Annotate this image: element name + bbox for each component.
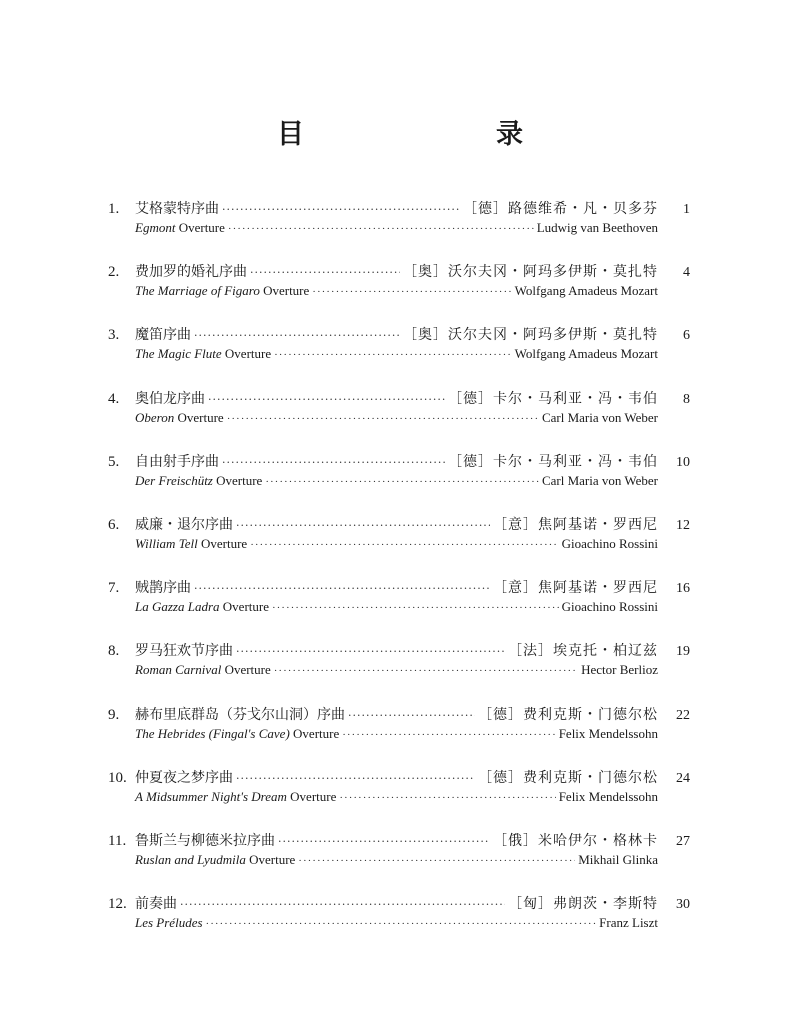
toc-entry-10[interactable]: [108, 767, 690, 830]
leader-dots: [298, 855, 575, 867]
leader-dots: [274, 665, 578, 677]
leader-dots: [194, 582, 490, 595]
leader-dots: [342, 729, 555, 741]
leader-dots: [236, 519, 490, 532]
leader-dots: [222, 456, 445, 469]
chinese-title: 仲夏夜之梦序曲: [135, 769, 233, 786]
english-title: The Marriage of Figaro Overture: [135, 283, 310, 299]
chinese-title: 艾格蒙特序曲: [135, 201, 219, 217]
leader-dots: [236, 645, 505, 658]
entry-number: 9.: [108, 706, 120, 723]
leader-dots: [274, 349, 512, 361]
page-number[interactable]: 6: [683, 328, 690, 344]
chinese-title: 自由射手序曲: [135, 453, 219, 470]
composer-chinese: ［德］路德维希・凡・贝多芬: [463, 201, 658, 217]
toc-entry-1[interactable]: [108, 198, 690, 261]
chinese-title: 赫布里底群岛（芬戈尔山洞）序曲: [135, 706, 345, 723]
toc-entry-5[interactable]: [108, 451, 690, 514]
composer-chinese: ［德］费利克斯・门德尔松: [478, 706, 658, 723]
toc-entry-8[interactable]: [108, 640, 690, 703]
composer-english: Carl Maria von Weber: [541, 409, 658, 425]
leader-dots: [208, 393, 445, 406]
composer-english: Felix Mendelssohn: [558, 725, 658, 741]
page-number[interactable]: 10: [676, 454, 690, 470]
chinese-title: 贼鹊序曲: [135, 580, 191, 597]
chinese-title: 罗马狂欢节序曲: [135, 643, 233, 660]
chinese-title: 费加罗的婚礼序曲: [135, 264, 247, 281]
english-title: A Midsummer Night's Dream Overture: [135, 788, 337, 804]
chinese-title: 前奏曲: [135, 896, 177, 913]
composer-english: Mikhail Glinka: [578, 851, 658, 867]
leader-dots: [236, 772, 475, 785]
leader-dots: [278, 835, 490, 848]
entry-number: 5.: [108, 453, 120, 470]
page-title: 目 录: [277, 119, 569, 150]
chinese-title: 威廉・退尔序曲: [135, 516, 233, 533]
composer-chinese: ［俄］米哈伊尔・格林卡: [493, 832, 658, 849]
composer-english: Hector Berlioz: [581, 662, 658, 678]
leader-dots: [228, 223, 534, 235]
leader-dots: [272, 602, 559, 614]
leader-dots: [222, 203, 460, 216]
page-number[interactable]: 27: [676, 833, 690, 849]
page-number[interactable]: 22: [676, 707, 690, 723]
english-title: La Gazza Ladra Overture: [135, 599, 269, 615]
page-number[interactable]: 24: [676, 770, 690, 786]
english-title: Ruslan and Lyudmila Overture: [135, 851, 296, 867]
leader-dots: [194, 329, 400, 342]
composer-chinese: ［意］焦阿基诺・罗西尼: [493, 516, 658, 533]
leader-dots: [312, 286, 511, 298]
composer-english: Felix Mendelssohn: [558, 788, 658, 804]
leader-dots: [339, 792, 555, 804]
page-number[interactable]: 16: [676, 581, 690, 597]
composer-chinese: ［德］卡尔・马利亚・冯・韦伯: [448, 390, 658, 407]
english-title: Der Freischütz Overture: [135, 472, 263, 488]
leader-dots: [250, 266, 400, 279]
entry-number: 11.: [108, 832, 127, 849]
composer-chinese: ［法］埃克托・柏辽兹: [508, 643, 658, 660]
composer-chinese: ［意］焦阿基诺・罗西尼: [493, 580, 658, 597]
leader-dots: [180, 898, 505, 911]
leader-dots: [227, 413, 539, 425]
english-title: The Hebrides (Fingal's Cave) Overture: [135, 725, 340, 741]
leader-dots: [206, 918, 597, 930]
toc-entry-9[interactable]: [108, 704, 690, 767]
page-number[interactable]: 19: [676, 644, 690, 660]
composer-chinese: ［德］费利克斯・门德尔松: [478, 769, 658, 786]
page-number[interactable]: 8: [683, 391, 690, 407]
toc-entry-3[interactable]: [108, 324, 690, 387]
chinese-title: 魔笛序曲: [135, 327, 191, 344]
entry-number: 1.: [108, 201, 120, 217]
entry-number: 8.: [108, 643, 120, 660]
page-number[interactable]: 30: [676, 897, 690, 913]
page-number[interactable]: 1: [683, 202, 690, 217]
composer-chinese: ［奥］沃尔夫冈・阿玛多伊斯・莫扎特: [403, 327, 658, 344]
entry-number: 12.: [108, 896, 127, 913]
chinese-title: 鲁斯兰与柳德米拉序曲: [135, 832, 275, 849]
composer-chinese: ［奥］沃尔夫冈・阿玛多伊斯・莫扎特: [403, 264, 658, 281]
leader-dots: [250, 539, 558, 551]
toc-entry-12[interactable]: [108, 893, 690, 956]
page-number[interactable]: 4: [683, 265, 690, 281]
toc-entry-11[interactable]: [108, 830, 690, 893]
entry-number: 7.: [108, 580, 120, 597]
leader-dots: [265, 476, 539, 488]
composer-english: Ludwig van Beethoven: [536, 220, 658, 235]
chinese-title: 奥伯龙序曲: [135, 390, 205, 407]
entry-number: 6.: [108, 516, 120, 533]
table-of-contents: [108, 198, 690, 956]
entry-number: 4.: [108, 390, 120, 407]
english-title: William Tell Overture: [135, 535, 248, 551]
page-number[interactable]: 12: [676, 517, 690, 533]
composer-english: Gioachino Rossini: [561, 535, 658, 551]
english-title: Roman Carnival Overture: [135, 662, 271, 678]
toc-entry-6[interactable]: [108, 514, 690, 577]
entry-number: 3.: [108, 327, 120, 344]
composer-english: Gioachino Rossini: [561, 599, 658, 615]
english-title: Egmont Overture: [135, 220, 225, 235]
english-title: Les Préludes: [135, 915, 203, 931]
entry-number: 2.: [108, 264, 120, 281]
toc-entry-7[interactable]: [108, 577, 690, 640]
leader-dots: [348, 709, 475, 722]
composer-chinese: ［匈］弗朗茨・李斯特: [508, 896, 658, 913]
composer-chinese: ［德］卡尔・马利亚・冯・韦伯: [448, 453, 658, 470]
english-title: The Magic Flute Overture: [135, 346, 272, 362]
composer-english: Carl Maria von Weber: [541, 472, 658, 488]
toc-entry-4[interactable]: [108, 388, 690, 451]
toc-entry-2[interactable]: [108, 261, 690, 324]
entry-number: 10.: [108, 769, 127, 786]
composer-english: Wolfgang Amadeus Mozart: [514, 346, 658, 362]
english-title: Oberon Overture: [135, 409, 224, 425]
composer-english: Wolfgang Amadeus Mozart: [514, 283, 658, 299]
composer-english: Franz Liszt: [599, 915, 658, 931]
